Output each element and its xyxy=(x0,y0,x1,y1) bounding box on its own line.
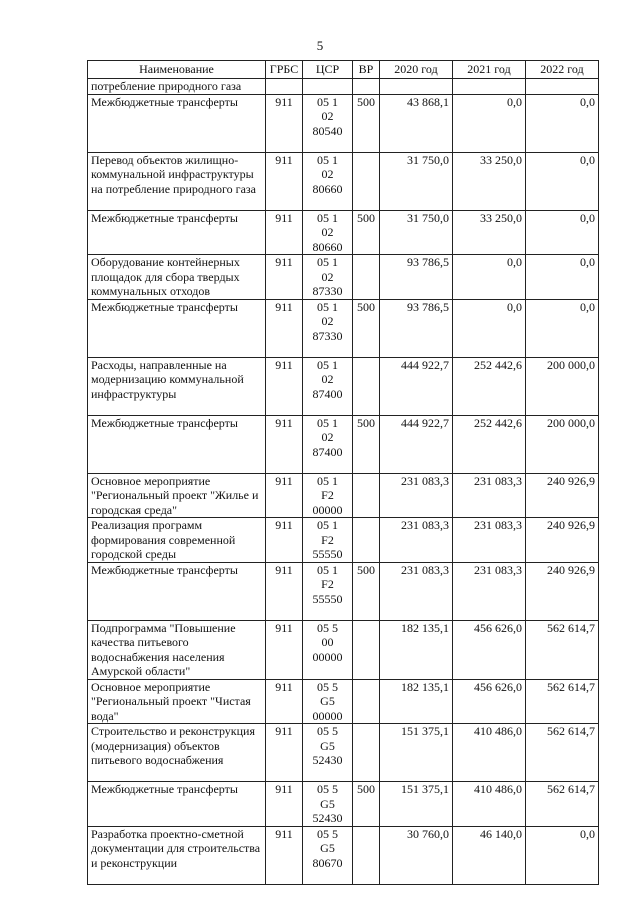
cell-y2021: 0,0 xyxy=(453,94,526,152)
cell-grbs: 911 xyxy=(266,94,303,152)
header-csr: ЦСР xyxy=(303,61,353,79)
cell-y2022: 0,0 xyxy=(526,152,599,210)
cell-y2022: 0,0 xyxy=(526,94,599,152)
cell-csr: 05 1 F2 55550 xyxy=(303,562,353,620)
cell-y2020 xyxy=(380,79,453,95)
cell-y2020: 31 750,0 xyxy=(380,210,453,255)
cell-vr: 500 xyxy=(353,782,380,827)
cell-name: Строительство и реконструкция (модернизация) объектов питьевого водоснабжения xyxy=(88,724,266,782)
cell-y2021: 0,0 xyxy=(453,299,526,357)
cell-y2022: 240 926,9 xyxy=(526,518,599,563)
cell-vr xyxy=(353,724,380,782)
cell-y2022: 0,0 xyxy=(526,210,599,255)
cell-y2022: 0,0 xyxy=(526,299,599,357)
cell-y2022: 0,0 xyxy=(526,826,599,884)
cell-y2022: 562 614,7 xyxy=(526,782,599,827)
cell-y2021: 252 442,6 xyxy=(453,415,526,473)
cell-y2022: 562 614,7 xyxy=(526,724,599,782)
cell-y2021: 252 442,6 xyxy=(453,357,526,415)
cell-vr xyxy=(353,152,380,210)
cell-grbs: 911 xyxy=(266,620,303,679)
cell-name: Межбюджетные трансферты xyxy=(88,782,266,827)
cell-y2022: 240 926,9 xyxy=(526,562,599,620)
cell-vr: 500 xyxy=(353,415,380,473)
cell-name: Межбюджетные трансферты xyxy=(88,415,266,473)
cell-y2020: 151 375,1 xyxy=(380,782,453,827)
cell-grbs: 911 xyxy=(266,210,303,255)
cell-y2020: 444 922,7 xyxy=(380,357,453,415)
cell-name: Межбюджетные трансферты xyxy=(88,210,266,255)
header-vr: ВР xyxy=(353,61,380,79)
cell-y2021: 33 250,0 xyxy=(453,152,526,210)
cell-y2022: 200 000,0 xyxy=(526,357,599,415)
cell-grbs: 911 xyxy=(266,518,303,563)
table-row xyxy=(88,94,599,152)
cell-y2020: 182 135,1 xyxy=(380,679,453,724)
cell-csr: 05 1 02 87330 xyxy=(303,255,353,300)
cell-grbs: 911 xyxy=(266,152,303,210)
table-row xyxy=(88,826,599,884)
cell-csr: 05 1 02 80660 xyxy=(303,152,353,210)
cell-name: Основное мероприятие "Региональный проект "Жилье и городская среда" xyxy=(88,473,266,518)
header-name: Наименование xyxy=(88,61,266,79)
budget-table xyxy=(87,60,599,885)
cell-name: Межбюджетные трансферты xyxy=(88,562,266,620)
cell-y2022: 0,0 xyxy=(526,255,599,300)
table-row xyxy=(88,299,599,357)
cell-y2022: 240 926,9 xyxy=(526,473,599,518)
cell-name: Реализация программ формирования современной городской среды xyxy=(88,518,266,563)
cell-vr: 500 xyxy=(353,94,380,152)
cell-grbs: 911 xyxy=(266,415,303,473)
cell-grbs: 911 xyxy=(266,473,303,518)
cell-y2021 xyxy=(453,79,526,95)
cell-y2022: 562 614,7 xyxy=(526,620,599,679)
cell-y2022 xyxy=(526,79,599,95)
cell-vr xyxy=(353,620,380,679)
table-row xyxy=(88,152,599,210)
table-row xyxy=(88,357,599,415)
cell-csr: 05 5 G5 52430 xyxy=(303,782,353,827)
table-row xyxy=(88,782,599,827)
cell-grbs: 911 xyxy=(266,357,303,415)
cell-csr: 05 1 02 80540 xyxy=(303,94,353,152)
cell-name: Оборудование контейнерных площадок для сбора твердых коммунальных отходов xyxy=(88,255,266,300)
table-row xyxy=(88,473,599,518)
cell-name: Основное мероприятие "Региональный проект "Чистая вода" xyxy=(88,679,266,724)
header-2021: 2021 год xyxy=(453,61,526,79)
cell-csr: 05 1 02 87400 xyxy=(303,357,353,415)
cell-grbs: 911 xyxy=(266,299,303,357)
cell-grbs xyxy=(266,79,303,95)
cell-y2021: 456 626,0 xyxy=(453,679,526,724)
cell-csr: 05 5 G5 00000 xyxy=(303,679,353,724)
cell-y2020: 182 135,1 xyxy=(380,620,453,679)
cell-vr xyxy=(353,255,380,300)
cell-name: потребление природного газа xyxy=(88,79,266,95)
cell-vr xyxy=(353,826,380,884)
cell-vr xyxy=(353,679,380,724)
cell-name: Межбюджетные трансферты xyxy=(88,299,266,357)
cell-y2021: 46 140,0 xyxy=(453,826,526,884)
header-2020: 2020 год xyxy=(380,61,453,79)
cell-csr: 05 5 G5 52430 xyxy=(303,724,353,782)
cell-y2021: 0,0 xyxy=(453,255,526,300)
table-row xyxy=(88,620,599,679)
cell-y2020: 93 786,5 xyxy=(380,255,453,300)
table-row xyxy=(88,255,599,300)
cell-csr: 05 1 F2 00000 xyxy=(303,473,353,518)
cell-y2021: 231 083,3 xyxy=(453,562,526,620)
page-number: 5 xyxy=(316,38,324,53)
table-header-row xyxy=(88,61,599,79)
cell-name: Подпрограмма "Повышение качества питьевого водоснабжения населения Амурской области" xyxy=(88,620,266,679)
cell-y2022: 200 000,0 xyxy=(526,415,599,473)
cell-vr xyxy=(353,518,380,563)
cell-y2021: 231 083,3 xyxy=(453,473,526,518)
cell-csr: 05 5 00 00000 xyxy=(303,620,353,679)
cell-csr: 05 5 G5 80670 xyxy=(303,826,353,884)
cell-y2020: 93 786,5 xyxy=(380,299,453,357)
cell-grbs: 911 xyxy=(266,782,303,827)
table-row xyxy=(88,79,599,95)
cell-y2020: 151 375,1 xyxy=(380,724,453,782)
cell-grbs: 911 xyxy=(266,562,303,620)
cell-vr: 500 xyxy=(353,562,380,620)
cell-grbs: 911 xyxy=(266,724,303,782)
cell-grbs: 911 xyxy=(266,255,303,300)
cell-grbs: 911 xyxy=(266,826,303,884)
cell-name: Расходы, направленные на модернизацию коммунальной инфраструктуры xyxy=(88,357,266,415)
table-row xyxy=(88,679,599,724)
cell-csr: 05 1 02 87330 xyxy=(303,299,353,357)
cell-y2020: 444 922,7 xyxy=(380,415,453,473)
cell-y2021: 33 250,0 xyxy=(453,210,526,255)
cell-grbs: 911 xyxy=(266,679,303,724)
header-grbs: ГРБС xyxy=(266,61,303,79)
cell-y2020: 30 760,0 xyxy=(380,826,453,884)
cell-vr xyxy=(353,473,380,518)
cell-csr: 05 1 F2 55550 xyxy=(303,518,353,563)
table-row xyxy=(88,210,599,255)
cell-name: Разработка проектно-сметной документации для строительства и реконструкции xyxy=(88,826,266,884)
cell-vr xyxy=(353,357,380,415)
cell-csr: 05 1 02 80660 xyxy=(303,210,353,255)
cell-csr xyxy=(303,79,353,95)
cell-name: Перевод объектов жилищно-коммунальной инфраструктуры на потребление природного газа xyxy=(88,152,266,210)
cell-y2020: 231 083,3 xyxy=(380,473,453,518)
table-row xyxy=(88,562,599,620)
table-row xyxy=(88,415,599,473)
cell-y2020: 31 750,0 xyxy=(380,152,453,210)
cell-vr: 500 xyxy=(353,210,380,255)
table-body xyxy=(88,79,599,885)
cell-y2020: 231 083,3 xyxy=(380,562,453,620)
cell-vr xyxy=(353,79,380,95)
cell-y2021: 231 083,3 xyxy=(453,518,526,563)
cell-y2021: 456 626,0 xyxy=(453,620,526,679)
cell-y2021: 410 486,0 xyxy=(453,724,526,782)
cell-csr: 05 1 02 87400 xyxy=(303,415,353,473)
cell-y2020: 231 083,3 xyxy=(380,518,453,563)
cell-y2020: 43 868,1 xyxy=(380,94,453,152)
cell-y2022: 562 614,7 xyxy=(526,679,599,724)
cell-y2021: 410 486,0 xyxy=(453,782,526,827)
header-2022: 2022 год xyxy=(526,61,599,79)
cell-vr: 500 xyxy=(353,299,380,357)
table-row xyxy=(88,724,599,782)
table-row xyxy=(88,518,599,563)
cell-name: Межбюджетные трансферты xyxy=(88,94,266,152)
